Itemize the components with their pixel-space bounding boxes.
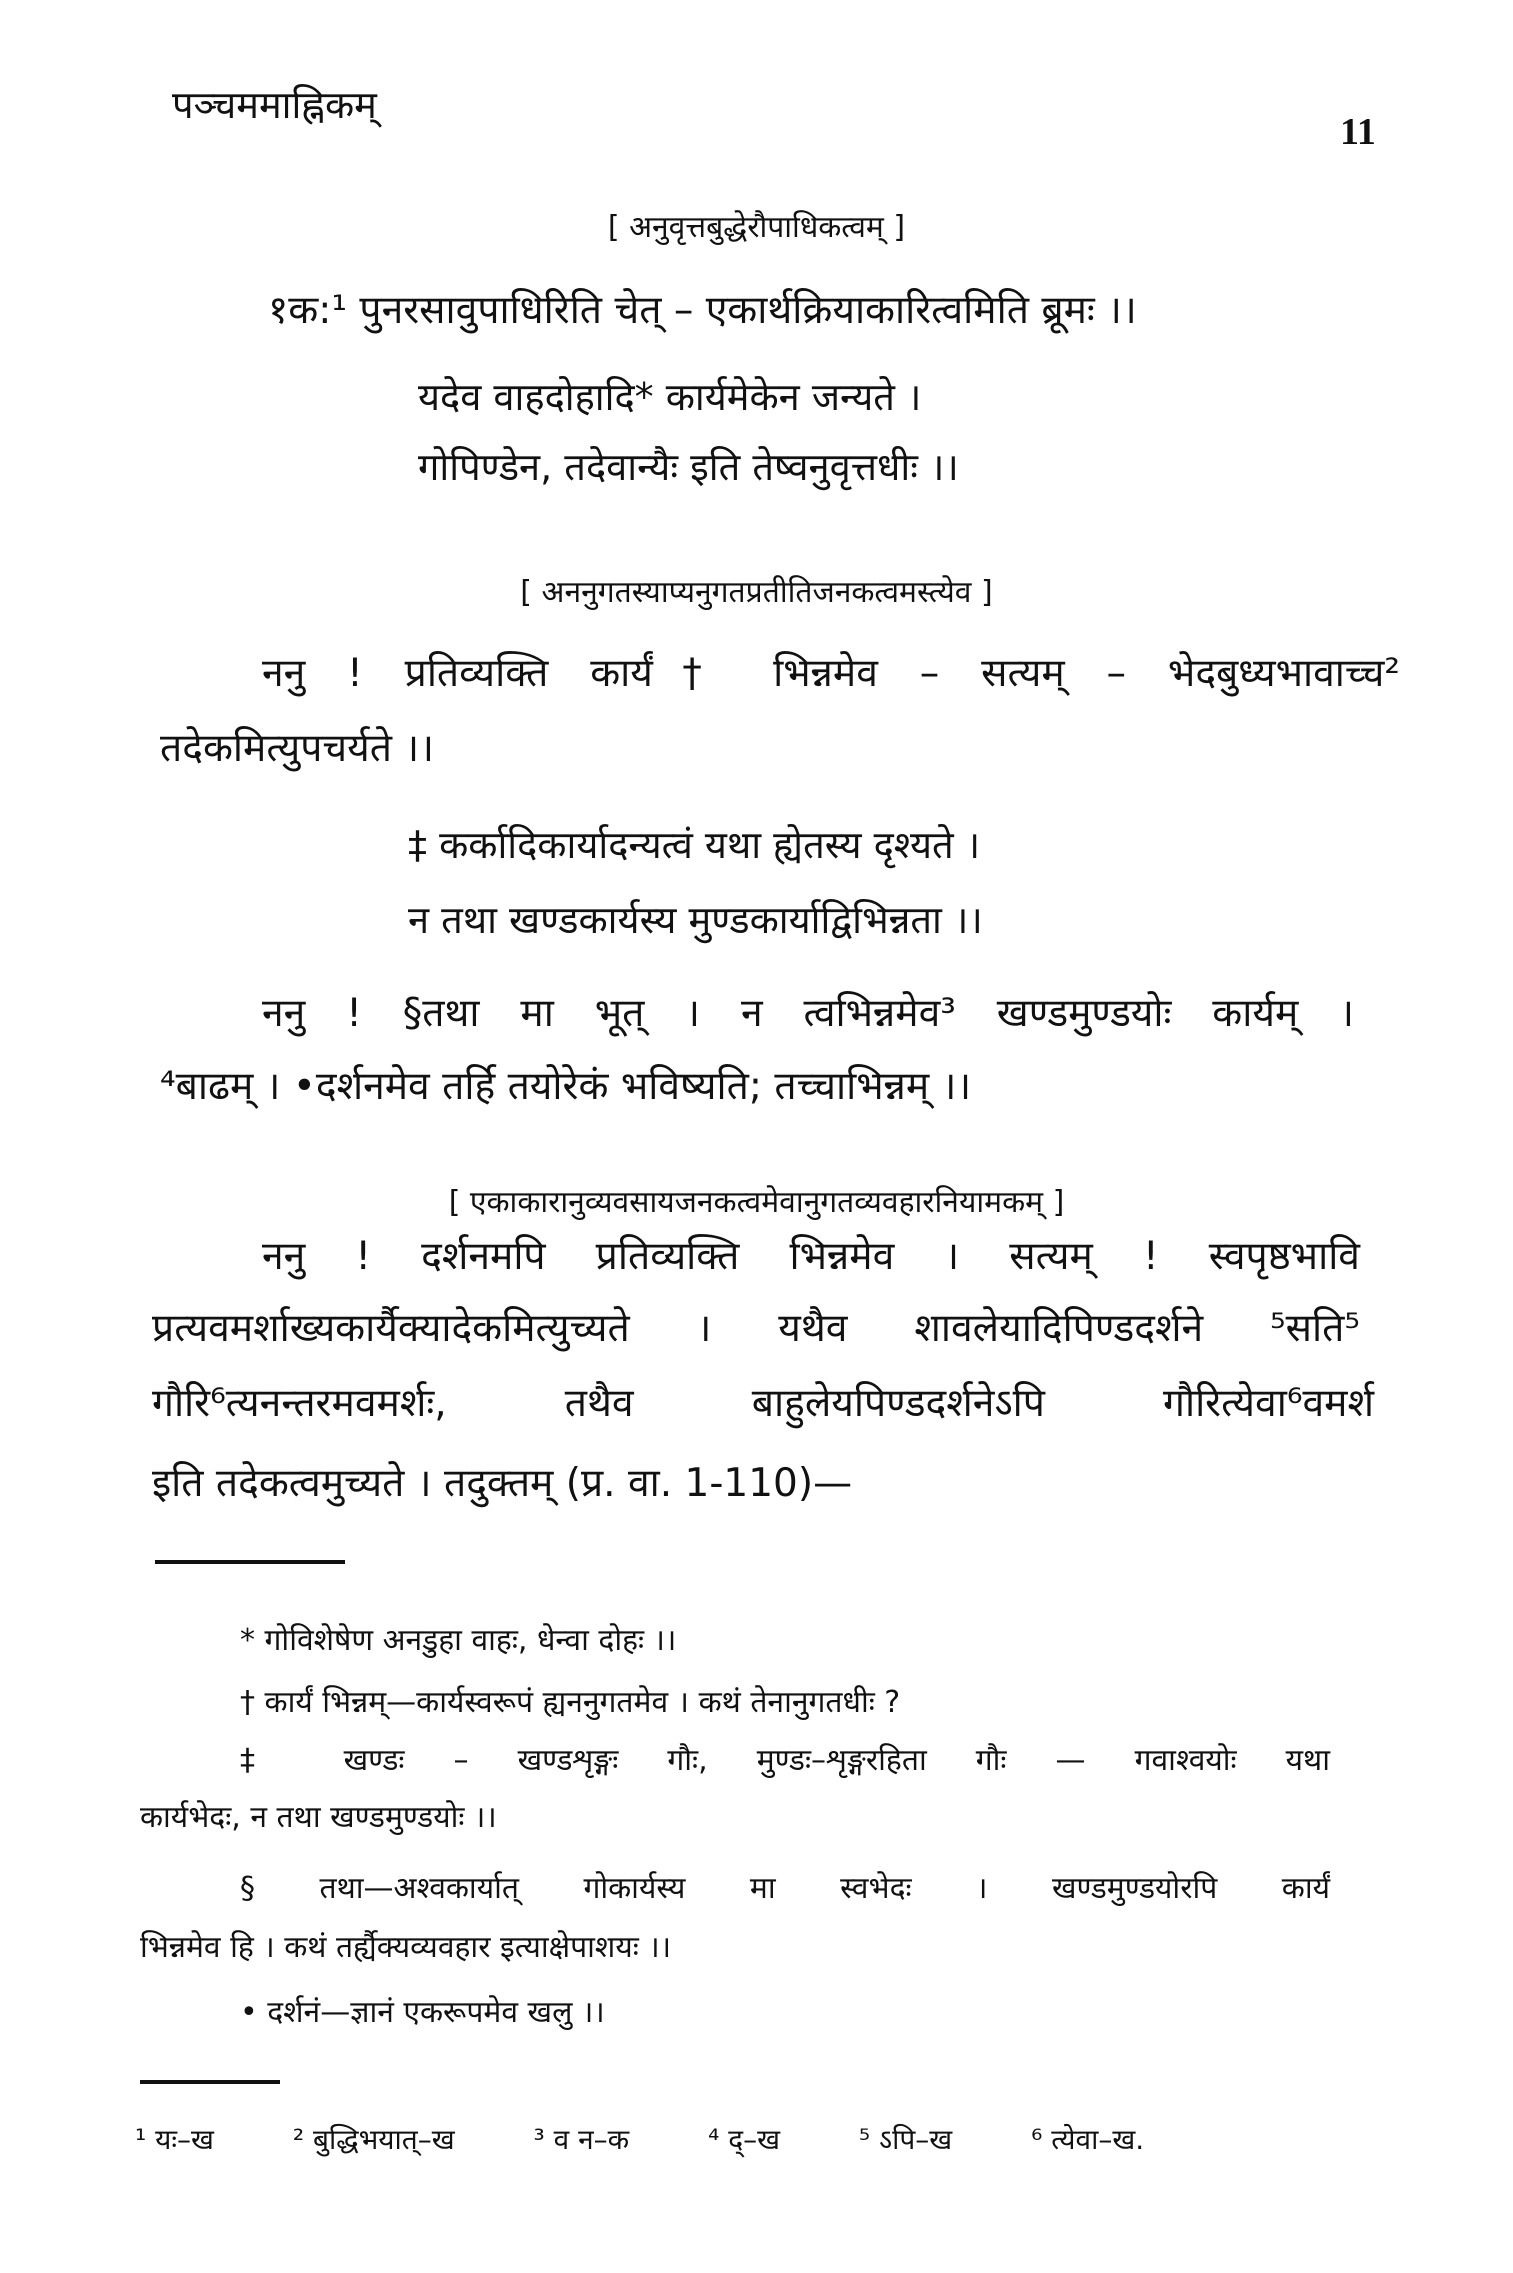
- running-title: पञ्चममाह्निकम्: [172, 83, 377, 127]
- section-heading-3: [ एकाकारानुव्यवसायजनकत्वमेवानुगतव्यवहारनियामकम् ]: [448, 1185, 1065, 1220]
- section1-line1-mark: १क:¹: [268, 288, 348, 333]
- section2-para2-line2: ⁴बाढम् । •दर्शनमेव तर्हि तयोरेकं भविष्यति; तच्चाभिन्नम् ।।: [160, 1064, 972, 1109]
- variant-4: ⁴ द्–ख: [708, 2123, 780, 2156]
- section1-verse-line1: यदेव वाहदोहादि* कार्यमेकेन जन्यते ।: [418, 375, 922, 419]
- variant-1: ¹ यः–ख: [135, 2123, 214, 2156]
- section1-line1-text: पुनरसावुपाधिरिति चेत् – एकार्थक्रियाकारित्वमिति ब्रूमः ।।: [359, 288, 1137, 333]
- variant-6: ⁶ त्येवा–ख.: [1031, 2123, 1145, 2156]
- section2-verse-line1: ‡ कर्कादिकार्यादन्यत्वं यथा ह्येतस्य दृश्यते ।: [408, 823, 981, 867]
- section3-line3: गौरि⁶त्यनन्तरमवमर्शः, तथैव बाहुलेयपिण्डदर्शनेऽपि गौरित्येवा⁶वमर्श: [152, 1381, 1374, 1426]
- section-heading-2: [ अननुगतस्याप्यनुगतप्रतीतिजनकत्वमस्त्येव ]: [520, 575, 993, 610]
- section1-line1: [268, 282, 1137, 335]
- section2-verse-line2: न तथा खण्डकार्यस्य मुण्डकार्याद्विभिन्नता ।।: [408, 898, 983, 942]
- section3-line2: प्रत्यवमर्शाख्यकार्यैक्यादेकमित्युच्यते । यथैव शावलेयादिपिण्डदर्शने ⁵सति⁵: [152, 1306, 1360, 1351]
- variant-5: ⁵ ऽपि–ख: [858, 2123, 953, 2156]
- footnote-divider: [155, 1560, 345, 1564]
- section-heading-1: [ अनुवृत्तबुद्धेरौपाधिकत्वम् ]: [607, 210, 906, 245]
- footnote-star: * गोविशेषेण अनडुहा वाहः, धेन्वा दोहः ।।: [240, 1623, 677, 1658]
- section3-line1: ननु ! दर्शनमपि प्रतिव्यक्ति भिन्नमेव । सत्यम् ! स्वपृष्ठभावि: [262, 1234, 1360, 1279]
- footnote-dagger: † कार्यं भिन्नम्—कार्यस्वरूपं ह्यननुगतमेव । कथं तेनानुगतधीः ?: [240, 1685, 901, 1720]
- footnote-bullet: • दर्शनं—ज्ञानं एकरूपमेव खलु ।।: [240, 1995, 605, 2030]
- footnote-section-cont: भिन्नमेव हि । कथं तर्ह्यैक्यव्यवहार इत्याक्षेपाशयः ।।: [140, 1930, 672, 1965]
- section2-para2-line1: ननु ! §तथा मा भूत् । न त्वभिन्नमेव³ खण्डमुण्डयोः कार्यम् ।: [262, 991, 1354, 1036]
- variants-divider: [140, 2080, 280, 2084]
- footnote-section: § तथा—अश्वकार्यात् गोकार्यस्य मा स्वभेदः । खण्डमुण्डयोरपि कार्यं: [240, 1871, 1330, 1906]
- footnote-double-dagger-cont: कार्यभेदः, न तथा खण्डमुण्डयोः ।।: [140, 1800, 497, 1835]
- section1-verse-line2: गोपिण्डेन, तदेवान्यैः इति तेष्वनुवृत्तधीः ।।: [418, 445, 959, 489]
- section2-para-line1: ननु ! प्रतिव्यक्ति कार्यं† भिन्नमेव – सत्यम् – भेदबुध्यभावाच्च²: [262, 651, 1400, 696]
- variant-readings: [135, 2120, 1214, 2158]
- page-number: 11: [1340, 111, 1376, 153]
- variant-2: ² बुद्धिभयात्–ख: [292, 2123, 455, 2156]
- footnote-double-dagger: ‡ खण्डः – खण्डशृङ्गः गौः, मुण्डः–शृङ्गरहिता गौः — गवाश्वयोः यथा: [240, 1743, 1330, 1778]
- section3-line4: इति तदेकत्वमुच्यते । तदुक्तम् (प्र. वा. 1-110)—: [152, 1461, 853, 1506]
- section2-para-line2: तदेकमित्युपचर्यते ।।: [160, 726, 434, 771]
- variant-3: ³ व न–क: [533, 2123, 630, 2156]
